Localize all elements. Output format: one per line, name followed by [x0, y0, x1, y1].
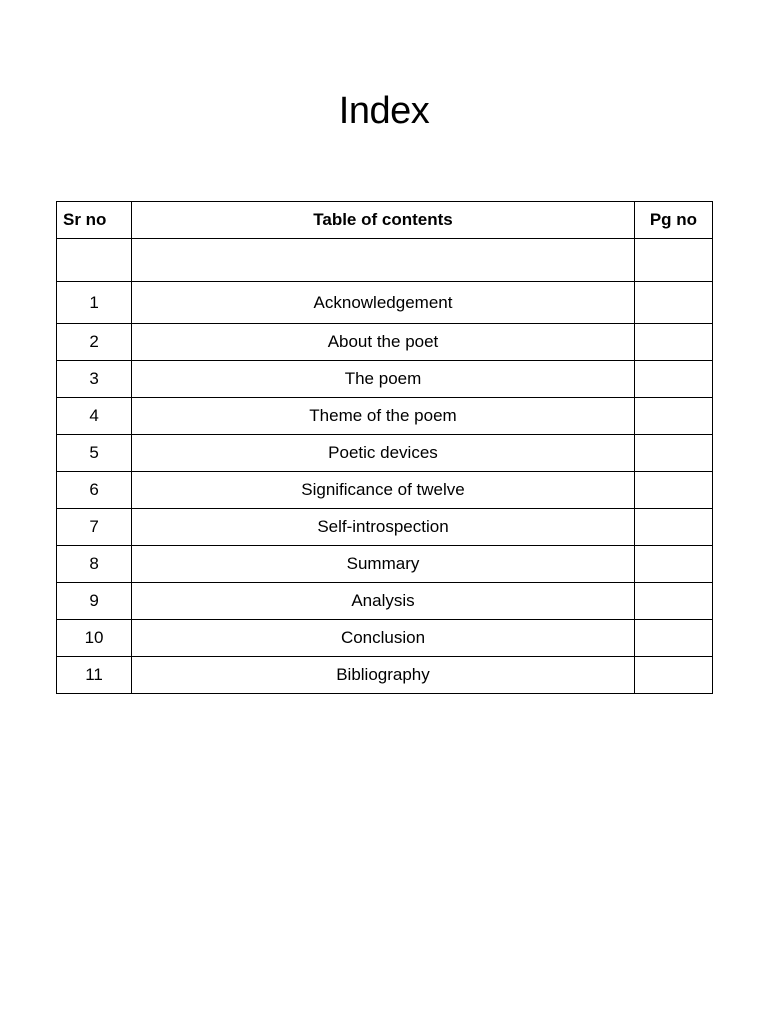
table-row	[57, 361, 713, 398]
table-row	[57, 620, 713, 657]
pg-no-cell	[634, 509, 712, 546]
sr-no-cell: 2	[57, 324, 132, 361]
pg-no-cell	[634, 282, 712, 324]
table-row	[57, 583, 713, 620]
sr-no-cell: 10	[57, 620, 132, 657]
header-table-of-contents: Table of contents	[132, 202, 635, 239]
contents-cell: Summary	[132, 546, 635, 583]
pg-no-cell	[634, 361, 712, 398]
blank-cell	[132, 239, 635, 282]
pg-no-cell	[634, 620, 712, 657]
sr-no-cell: 8	[57, 546, 132, 583]
table-row	[57, 509, 713, 546]
sr-no-cell: 3	[57, 361, 132, 398]
pg-no-cell	[634, 435, 712, 472]
table-row-blank	[57, 239, 713, 282]
contents-cell: Analysis	[132, 583, 635, 620]
contents-cell: Poetic devices	[132, 435, 635, 472]
table-row	[57, 398, 713, 435]
sr-no-cell: 7	[57, 509, 132, 546]
contents-cell: Bibliography	[132, 657, 635, 694]
contents-cell: Significance of twelve	[132, 472, 635, 509]
contents-cell: Acknowledgement	[132, 282, 635, 324]
contents-cell: Theme of the poem	[132, 398, 635, 435]
blank-cell	[634, 239, 712, 282]
pg-no-cell	[634, 324, 712, 361]
pg-no-cell	[634, 546, 712, 583]
header-pg-no: Pg no	[634, 202, 712, 239]
contents-cell: Self-introspection	[132, 509, 635, 546]
header-sr-no: Sr no	[57, 202, 132, 239]
pg-no-cell	[634, 472, 712, 509]
sr-no-cell: 5	[57, 435, 132, 472]
contents-cell: About the poet	[132, 324, 635, 361]
sr-no-cell: 6	[57, 472, 132, 509]
sr-no-cell: 4	[57, 398, 132, 435]
blank-cell	[57, 239, 132, 282]
sr-no-cell: 1	[57, 282, 132, 324]
pg-no-cell	[634, 398, 712, 435]
sr-no-cell: 11	[57, 657, 132, 694]
index-table	[56, 201, 713, 694]
table-row	[57, 657, 713, 694]
table-header-row	[57, 202, 713, 239]
pg-no-cell	[634, 583, 712, 620]
table-row	[57, 472, 713, 509]
table-row	[57, 546, 713, 583]
table-row	[57, 435, 713, 472]
table-row	[57, 282, 713, 324]
contents-cell: The poem	[132, 361, 635, 398]
sr-no-cell: 9	[57, 583, 132, 620]
table-row	[57, 324, 713, 361]
contents-cell: Conclusion	[132, 620, 635, 657]
pg-no-cell	[634, 657, 712, 694]
page-title: Index	[338, 90, 430, 132]
